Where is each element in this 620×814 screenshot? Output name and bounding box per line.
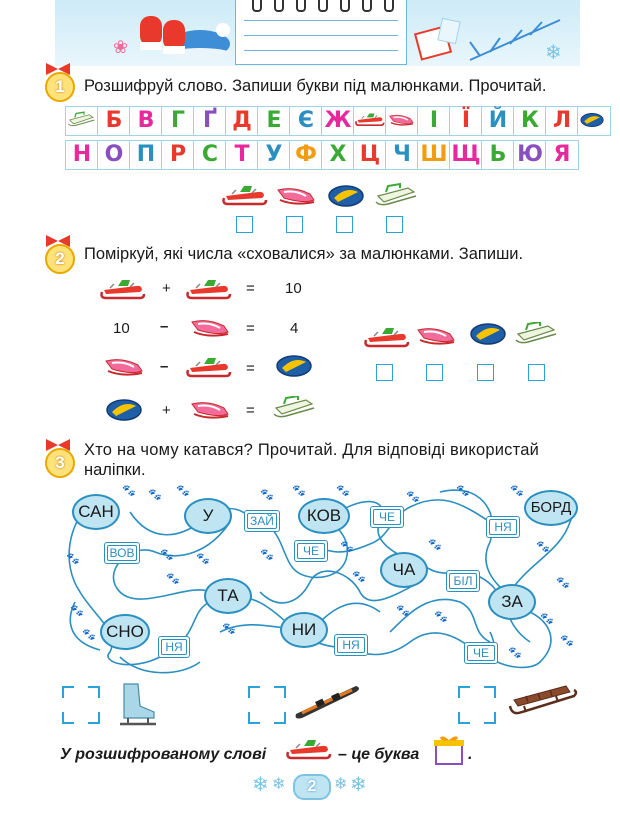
alphabet-row-2: [65, 140, 610, 172]
paw-print-icon: 🐾: [122, 485, 136, 497]
conclusion-prefix: У розшифрованому слові: [60, 746, 267, 763]
notepad-illustration: [235, 0, 407, 65]
syllable-oval: НИ: [280, 612, 328, 648]
answer-box[interactable]: [426, 364, 443, 381]
tube-sled-icon: [274, 354, 314, 380]
equals-sign: =: [246, 320, 255, 337]
task3-instruction-line1: Хто на чому катався? Прочитай. Для відповіді використай: [84, 441, 539, 459]
paw-print-icon: 🐾: [82, 629, 96, 641]
minus-sign: –: [160, 318, 169, 335]
sticker-slot-sled[interactable]: [458, 686, 496, 724]
syllable-box: БІЛ: [446, 570, 480, 592]
paw-print-icon: 🐾: [510, 485, 524, 497]
paw-print-icon: 🐾: [434, 611, 448, 623]
snowflake-icon: ❄: [545, 42, 562, 64]
paw-print-icon: 🐾: [456, 485, 470, 497]
paw-print-icon: 🐾: [260, 549, 274, 561]
paw-print-icon: 🐾: [70, 605, 84, 617]
snowboard-icon: [292, 682, 362, 722]
alphabet-letter: О: [97, 140, 131, 170]
paw-print-icon: 🐾: [508, 647, 522, 659]
alphabet-letter: К: [513, 106, 547, 136]
sled-white-icon: [514, 322, 560, 348]
alphabet-letter: Ґ: [193, 106, 227, 136]
paw-print-icon: 🐾: [160, 549, 174, 561]
task-number-1: 1: [45, 72, 75, 102]
task-number-2: 2: [45, 244, 75, 274]
answer-box[interactable]: [477, 364, 494, 381]
paw-print-icon: 🐾: [196, 553, 210, 565]
plus-sign: +: [162, 280, 171, 297]
alphabet-row-1: [65, 106, 610, 138]
tube-sled-icon: [577, 106, 611, 136]
alphabet-letter: Ь: [481, 140, 515, 170]
wooden-sled-icon: [508, 682, 578, 720]
sled-pink-icon: [188, 398, 234, 422]
equals-sign: =: [246, 402, 255, 419]
minus-sign: –: [160, 358, 169, 375]
alphabet-letter: В: [129, 106, 163, 136]
alphabet-letter: Т: [225, 140, 259, 170]
paw-print-icon: 🐾: [340, 541, 354, 553]
sled-pink-icon: [102, 355, 148, 379]
sled-red-icon: [186, 278, 232, 302]
ice-skate-icon: [116, 680, 160, 732]
task1-instruction: Розшифруй слово. Запиши букви під малюнками. Прочитай.: [84, 77, 547, 95]
paw-print-icon: 🐾: [166, 573, 180, 585]
alphabet-letter: Л: [545, 106, 579, 136]
alphabet-letter: Ю: [513, 140, 547, 170]
syllable-box: НЯ: [158, 636, 190, 658]
paw-print-icon: 🐾: [260, 489, 274, 501]
answer-box[interactable]: [386, 216, 403, 233]
paw-print-icon: 🐾: [396, 605, 410, 617]
syllable-oval: ЧА: [380, 552, 428, 588]
answer-box[interactable]: [336, 216, 353, 233]
answer-box[interactable]: [286, 216, 303, 233]
task3-instruction-line2: наліпки.: [84, 461, 146, 479]
equals-sign: =: [246, 360, 255, 377]
alphabet-letter: І: [417, 106, 451, 136]
alphabet-letter: Д: [225, 106, 259, 136]
sled-pink-icon: [188, 316, 234, 340]
alphabet-letter: Ц: [353, 140, 387, 170]
syllable-oval: ТА: [204, 578, 252, 614]
alphabet-letter: У: [257, 140, 291, 170]
paw-print-icon: 🐾: [428, 539, 442, 551]
plus-sign: +: [162, 402, 171, 419]
operand-value: 10: [113, 320, 130, 337]
alphabet-letter: Р: [161, 140, 195, 170]
sled-pink-icon: [385, 106, 419, 136]
page-number: 2: [293, 774, 331, 800]
syllable-oval: ЗА: [488, 584, 536, 620]
syllable-oval: У: [184, 498, 232, 534]
sled-red-icon: [100, 278, 146, 302]
paw-print-icon: 🐾: [292, 485, 306, 497]
syllable-box: ЧЕ: [294, 540, 328, 562]
alphabet-letter: Х: [321, 140, 355, 170]
syllable-box: ВОВ: [104, 542, 140, 564]
syllable-box: НЯ: [486, 516, 520, 538]
code-pictures-row: [222, 180, 422, 210]
mittens-hat-illustration: [105, 8, 235, 63]
alphabet-letter: Н: [65, 140, 99, 170]
snowflake-icon: ❄: [334, 776, 348, 793]
sled-pink-icon: [414, 324, 460, 348]
paw-print-icon: 🐾: [148, 489, 162, 501]
paw-print-icon: 🐾: [406, 491, 420, 503]
alphabet-letter: Е: [257, 106, 291, 136]
syllable-oval: КОВ: [298, 498, 350, 534]
sled-red-icon: [186, 356, 232, 380]
alphabet-letter: Й: [481, 106, 515, 136]
sled-red-icon: [353, 106, 387, 136]
snowflake-icon: ❄: [272, 776, 286, 793]
answer-box[interactable]: [236, 216, 253, 233]
alphabet-letter: Б: [97, 106, 131, 136]
sticker-slot-snowboard[interactable]: [248, 686, 286, 724]
paw-print-icon: 🐾: [222, 623, 236, 635]
result-value: 4: [290, 320, 299, 337]
paw-print-icon: 🐾: [352, 571, 366, 583]
result-value: 10: [285, 280, 302, 297]
answer-box[interactable]: [528, 364, 545, 381]
tube-sled-icon: [468, 322, 508, 348]
snowflake-icon: ❄: [350, 774, 367, 796]
alphabet-letter: Ж: [321, 106, 355, 136]
equals-sign: =: [246, 280, 255, 297]
conclusion-end: .: [468, 746, 473, 763]
syllable-box: ЗАЙ: [244, 510, 280, 532]
paw-print-icon: 🐾: [560, 635, 574, 647]
sled-white-icon: [272, 396, 318, 422]
alphabet-letter: Є: [289, 106, 323, 136]
alphabet-letter: Ч: [385, 140, 419, 170]
paw-print-icon: 🐾: [176, 485, 190, 497]
conclusion-middle: – це буква: [338, 746, 420, 763]
sled-green-icon: [65, 106, 99, 136]
alphabet-letter: Ї: [449, 106, 483, 136]
answer-box[interactable]: [376, 364, 393, 381]
alphabet-letter: П: [129, 140, 163, 170]
sticker-slot-skates[interactable]: [62, 686, 100, 724]
paw-print-icon: 🐾: [556, 577, 570, 589]
snowflake-icon: ❄: [252, 774, 269, 796]
syllable-box: ЧЕ: [464, 642, 498, 664]
tube-sled-icon: [104, 398, 144, 424]
task2-instruction: Поміркуй, які числа «сховалися» за малюнками. Запиши.: [84, 245, 524, 263]
paw-print-icon: 🐾: [336, 485, 350, 497]
alphabet-letter: Г: [161, 106, 195, 136]
sled-red-icon: [286, 738, 332, 762]
alphabet-letter: Ф: [289, 140, 323, 170]
paw-print-icon: 🐾: [66, 553, 80, 565]
syllable-oval: СНО: [100, 614, 150, 650]
syllable-oval: САН: [72, 494, 120, 530]
svg-text:❀: ❀: [113, 37, 129, 57]
sled-red-icon: [364, 326, 410, 350]
alphabet-letter: Ш: [417, 140, 451, 170]
paw-print-icon: 🐾: [536, 541, 550, 553]
alphabet-letter: Я: [545, 140, 579, 170]
task-number-3: 3: [45, 448, 75, 478]
syllable-box: ЧЕ: [370, 506, 404, 528]
syllable-box: НЯ: [334, 634, 368, 656]
alphabet-letter: С: [193, 140, 227, 170]
alphabet-letter: Щ: [449, 140, 483, 170]
paw-print-icon: 🐾: [540, 613, 554, 625]
syllable-oval: БОРД: [524, 490, 578, 526]
answer-gift-box[interactable]: [434, 734, 464, 766]
